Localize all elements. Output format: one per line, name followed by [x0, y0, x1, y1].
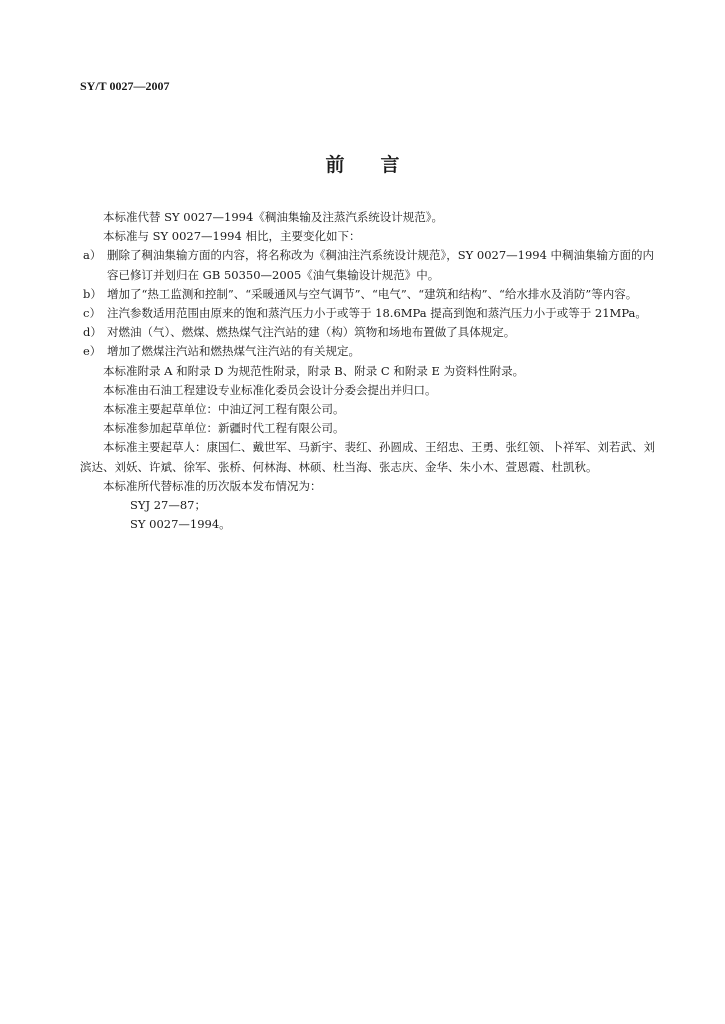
list-item	[80, 323, 656, 342]
history-entry: SYJ 27—87；	[130, 498, 207, 513]
list-item-text: 对燃油（气）、燃煤、燃热煤气注汽站的建（构）筑物和场地布置做了具体规定。	[107, 325, 516, 340]
list-item-text: 增加了“热工监测和控制”、“采暖通风与空气调节”、“电气”、“建筑和结构”、“给水排水及消防”等内容。	[107, 286, 638, 301]
changes-list	[80, 246, 656, 361]
list-item-label: d）	[83, 325, 102, 340]
list-item	[80, 285, 656, 304]
list-item-label: e）	[83, 344, 102, 359]
list-item	[80, 304, 656, 323]
intro-paragraph: 本标准与 SY 0027—1994 相比，主要变化如下：	[103, 229, 361, 244]
drafters-paragraph: 本标准主要起草人：康国仁、戴世军、马新宇、裴红、孙圆成、王绍忠、王勇、张红领、卜祥军、刘若武、刘滨达、刘妖、许斌、徐军、张桥、何林海、林硕、杜当海、张志庆、金华、朱小木、萱恩霞、杜凯秋。	[80, 440, 655, 474]
intro-paragraph: 本标准代替 SY 0027—1994《稠油集输及注蒸汽系统设计规范》。	[103, 210, 444, 224]
history-heading: 本标准所代替标准的历次版本发布情况为：	[103, 478, 322, 493]
list-item-text: 注汽参数适用范围由原来的饱和蒸汽压力小于或等于 18.6MPa 提高到饱和蒸汽压力小于或等于 21MPa。	[107, 306, 647, 321]
list-item	[80, 246, 656, 284]
list-item-text: 增加了燃煤注汽站和燃热煤气注汽站的有关规定。	[107, 344, 360, 359]
page-title: 前言	[325, 154, 436, 176]
note-paragraph: 本标准主要起草单位：中油辽河工程有限公司。	[103, 402, 345, 417]
list-item-label: c）	[83, 306, 101, 321]
list-item-label: b）	[83, 286, 102, 301]
list-item-label: a）	[83, 248, 102, 263]
note-paragraph: 本标准参加起草单位：新疆时代工程有限公司。	[103, 421, 345, 436]
foreword-body	[80, 208, 656, 534]
history-entry: SY 0027—1994。	[130, 517, 231, 532]
note-paragraph: 本标准由石油工程建设专业标准化委员会设计分委会提出并归口。	[103, 382, 437, 397]
note-paragraph: 本标准附录 A 和附录 D 为规范性附录，附录 B、附录 C 和附录 E 为资料性附录。	[103, 363, 525, 378]
list-item-text: 删除了稠油集输方面的内容，将名称改为《稠油注汽系统设计规范》，SY 0027—1994 中稠油集输方面的内容已修订并划归在 GB 50350—2005《油气集输设计规范》中。	[107, 248, 655, 282]
list-item	[80, 342, 656, 361]
standard-code: SY/T 0027—2007	[80, 79, 170, 93]
